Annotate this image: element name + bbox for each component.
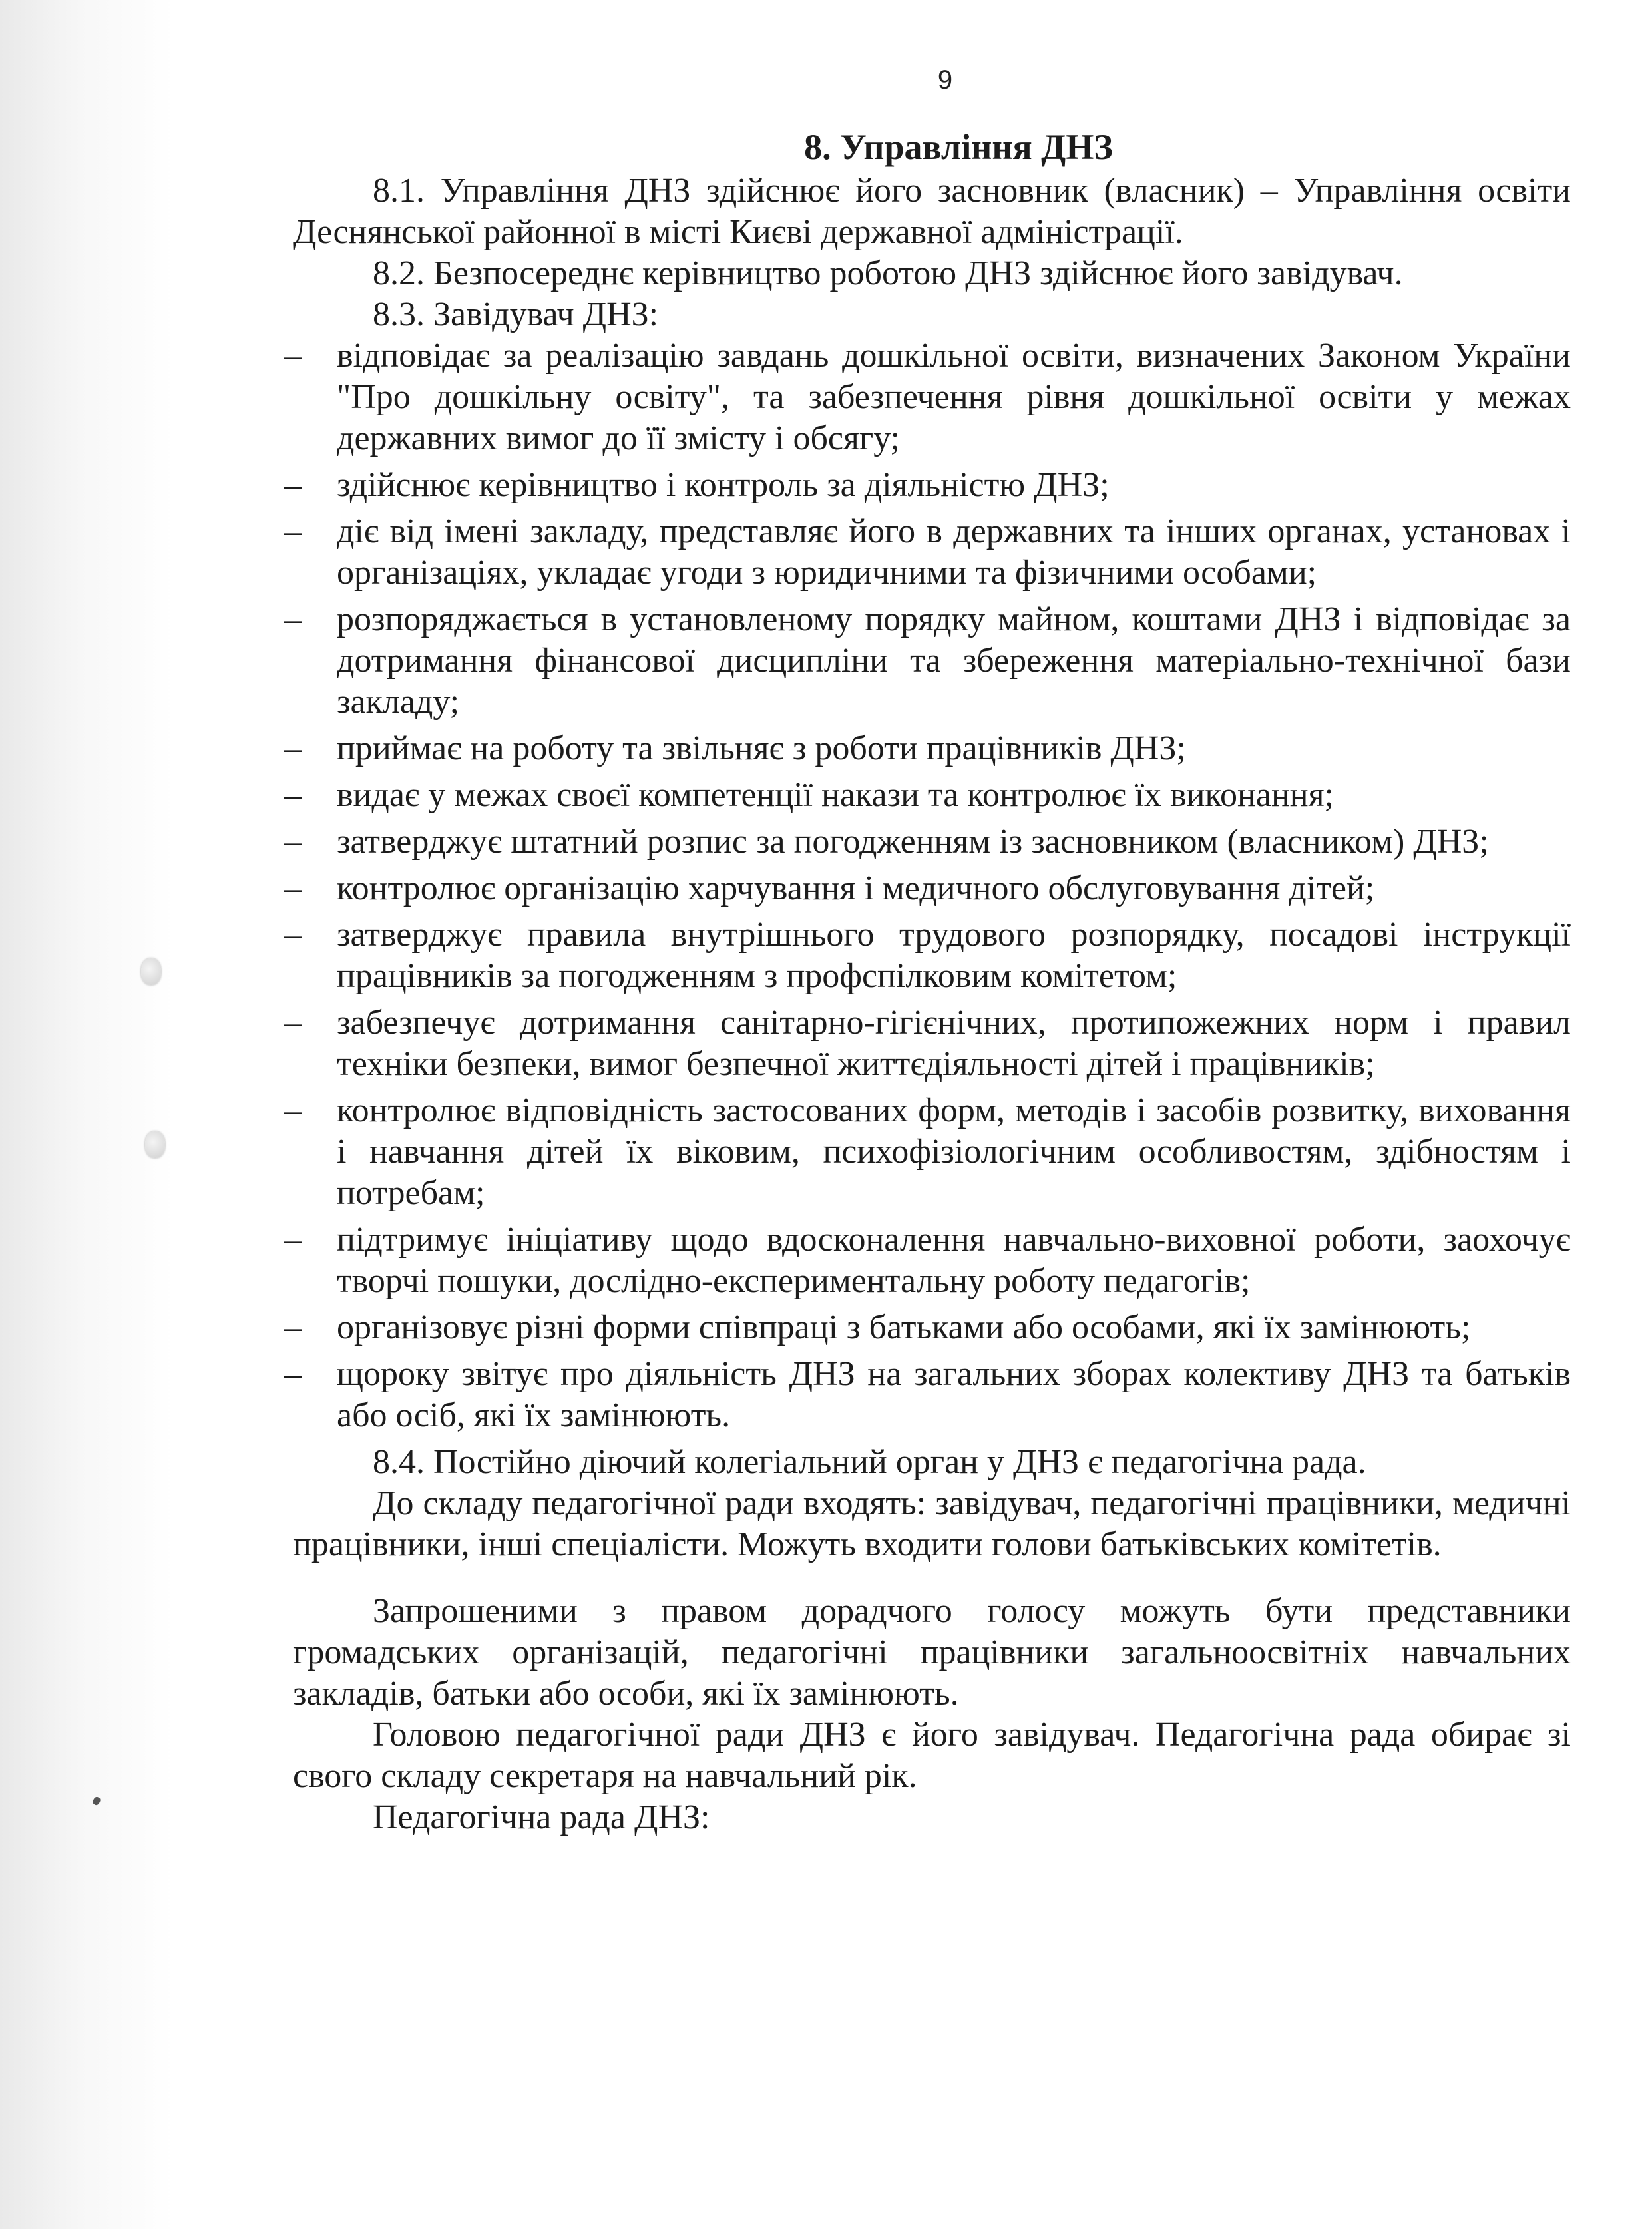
paragraph-council-members: До складу педагогічної ради входять: завідувач, педагогічні працівники, медичні працівники, інші спеціалісти. Можуть входити голови батьківських комітетів. xyxy=(293,1484,1571,1563)
list-item xyxy=(280,335,1571,459)
dash-marker: – xyxy=(284,1092,302,1129)
list-item-text: щороку звітує про діяльність ДНЗ на загальних зборах колективу ДНЗ та батьків або осіб, які їх замінюють. xyxy=(337,1355,1571,1434)
punch-hole-mark xyxy=(141,958,161,985)
dash-marker: – xyxy=(284,1221,302,1259)
list-item xyxy=(280,1219,1571,1302)
dash-marker: – xyxy=(284,337,302,375)
dash-marker: – xyxy=(284,823,302,861)
list-item-text: контролює відповідність застосованих форм, методів і засобів розвитку, виховання і навчання дітей їх віковим, психофізіологічним особливостям, здібностям і потребам; xyxy=(337,1092,1571,1212)
list-item-text: забезпечує дотримання санітарно-гігієнічних, протипожежних норм і правил техніки безпеки, вимог безпечної життєдіяльності дітей і працівників; xyxy=(337,1004,1571,1083)
list-item xyxy=(280,914,1571,997)
list-item xyxy=(280,775,1571,816)
list-item-text: видає у межах своєї компетенції накази та контролює їх виконання; xyxy=(337,776,1334,814)
list-item xyxy=(280,511,1571,594)
section-title: 8. Управління ДНЗ xyxy=(804,127,1113,167)
list-item-text: контролює організацію харчування і медичного обслуговування дітей; xyxy=(337,869,1375,907)
punch-hole-mark xyxy=(145,1131,165,1158)
list-item xyxy=(280,465,1571,506)
dash-marker: – xyxy=(284,776,302,814)
list-item-text: приймає на роботу та звільняє з роботи працівників ДНЗ; xyxy=(337,729,1186,767)
list-item xyxy=(280,1002,1571,1085)
dash-marker: – xyxy=(284,869,302,907)
director-duties-list xyxy=(284,335,1571,1436)
paragraph-council-duties-intro: Педагогічна рада ДНЗ: xyxy=(373,1798,710,1836)
page-number: 9 xyxy=(937,65,953,95)
list-item xyxy=(280,1354,1571,1436)
dash-marker: – xyxy=(284,512,302,550)
list-item xyxy=(280,821,1571,863)
paragraph-8-3: 8.3. Завідувач ДНЗ: xyxy=(373,296,659,333)
dash-marker: – xyxy=(284,1309,302,1346)
dash-marker: – xyxy=(284,600,302,638)
list-item xyxy=(280,1090,1571,1214)
dash-marker: – xyxy=(284,729,302,767)
list-item-text: здійснює керівництво і контроль за діяльністю ДНЗ; xyxy=(337,466,1110,504)
document-body xyxy=(284,126,1571,1838)
dash-marker: – xyxy=(284,466,302,504)
paragraph-8-4: 8.4. Постійно діючий колегіальний орган у ДНЗ є педагогічна рада. xyxy=(373,1443,1366,1481)
list-item xyxy=(280,1307,1571,1348)
paragraph-8-1: 8.1. Управління ДНЗ здійснює його засновник (власник) – Управління освіти Деснянської районної в місті Києві державної адміністрації. xyxy=(293,172,1571,251)
paragraph-8-2: 8.2. Безпосереднє керівництво роботою ДНЗ здійснює його завідувач. xyxy=(373,254,1403,292)
dash-marker: – xyxy=(284,916,302,954)
list-item-text: затверджує штатний розпис за погодженням із засновником (власником) ДНЗ; xyxy=(337,823,1489,861)
list-item xyxy=(280,728,1571,769)
list-item-text: підтримує ініціативу щодо вдосконалення навчально-виховної роботи, заохочує творчі пошуки, дослідно-експериментальну роботу педагогів; xyxy=(337,1221,1571,1300)
list-item-text: організовує різні форми співпраці з батьками або особами, які їх замінюють; xyxy=(337,1309,1471,1346)
list-item-text: відповідає за реалізацію завдань дошкільної освіти, визначених Законом України "Про дошкільну освіту", та забезпечення рівня дошкільної освіти у межах державних вимог до її змісту і обсягу; xyxy=(337,337,1571,457)
list-item-text: затверджує правила внутрішнього трудового розпорядку, посадові інструкції працівників за погодженням з профспілковим комітетом; xyxy=(337,916,1571,995)
scan-speck xyxy=(92,1796,102,1806)
paragraph-invited-members: Запрошеними з правом дорадчого голосу можуть бути представники громадських організацій, педагогічні працівники загальноосвітніх навчальних закладів, батьки або особи, які їх замінюють. xyxy=(293,1592,1571,1713)
list-item-text: розпоряджається в установленому порядку майном, коштами ДНЗ і відповідає за дотримання фінансової дисципліни та збереження матеріально-технічної бази закладу; xyxy=(337,600,1571,721)
list-item xyxy=(280,868,1571,909)
paragraph-council-head: Головою педагогічної ради ДНЗ є його завідувач. Педагогічна рада обирає зі свого складу секретаря на навчальний рік. xyxy=(293,1716,1571,1795)
dash-marker: – xyxy=(284,1004,302,1042)
list-item xyxy=(280,599,1571,723)
dash-marker: – xyxy=(284,1355,302,1393)
list-item-text: діє від імені закладу, представляє його в державних та інших органах, установах і організаціях, укладає угоди з юридичними та фізичними особами; xyxy=(337,512,1571,592)
